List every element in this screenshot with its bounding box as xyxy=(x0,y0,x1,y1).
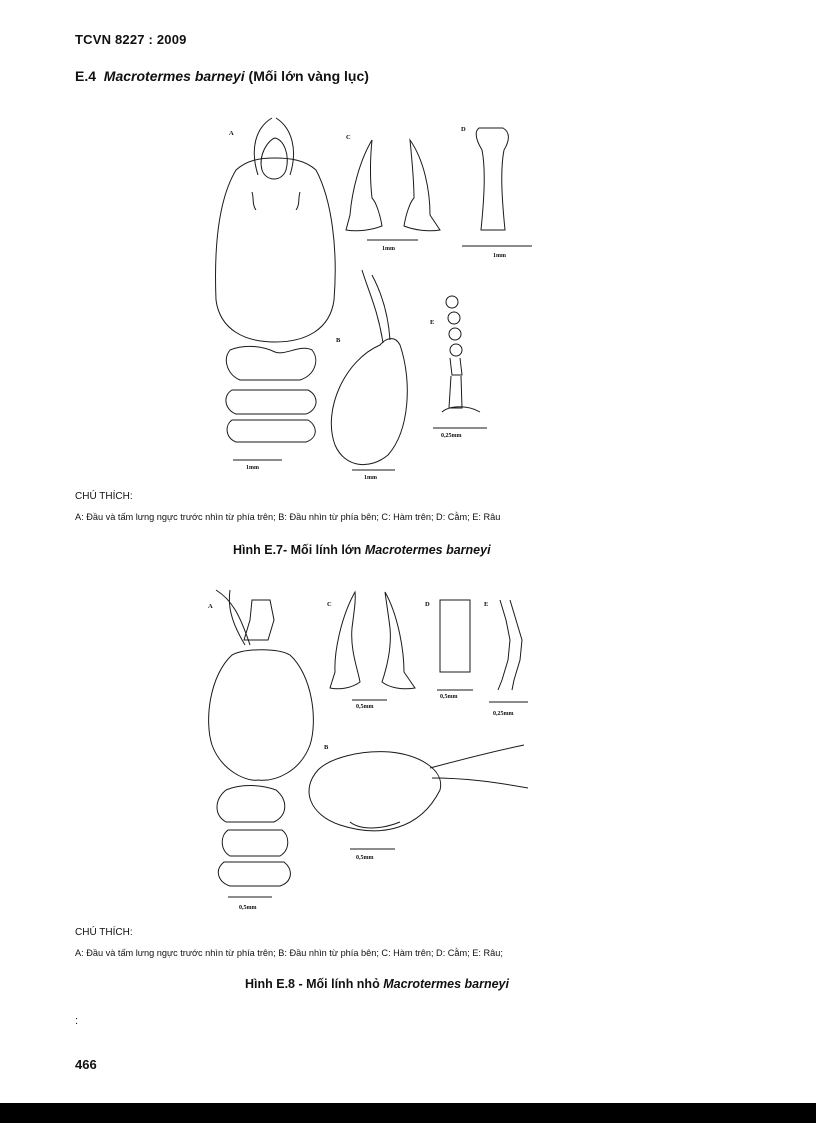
fig7-caption-species: Macrotermes barneyi xyxy=(364,543,491,557)
fig7-caption xyxy=(233,543,491,557)
fig7-label-b: B xyxy=(336,337,341,344)
fig7-mentum xyxy=(476,128,508,230)
fig8-caption-species: Macrotermes barneyi xyxy=(383,977,509,991)
fig8-note: A: Đầu và tấm lưng ngực trước nhìn từ phía trên; B: Đầu nhìn từ phía bên; C: Hàm trên; D: Cằm; E: Râu; xyxy=(75,948,503,958)
fig8-scale-e: 0,25mm xyxy=(493,711,514,717)
section-number: E.4 xyxy=(75,68,97,84)
fig8-label-c: C xyxy=(327,601,332,608)
fig8-scale-b: 0,5mm xyxy=(356,855,374,861)
fig8-head-side-view xyxy=(309,745,528,831)
fig7-mandibles xyxy=(346,140,440,231)
fig8-mandibles xyxy=(330,592,415,689)
fig7-scale-c: 1mm xyxy=(382,246,395,252)
section-species: Macrotermes barneyi xyxy=(103,68,245,84)
scan-footer-bar xyxy=(0,1103,816,1123)
fig8-scale-c: 0,5mm xyxy=(356,704,374,710)
standard-header: TCVN 8227 : 2009 xyxy=(75,32,187,47)
page-number: 466 xyxy=(75,1057,97,1072)
fig8-antenna xyxy=(498,600,522,690)
fig7-scale-e: 0,25mm xyxy=(441,433,462,439)
fig7-label-e: E xyxy=(430,319,435,326)
fig8-scale-a: 0,5mm xyxy=(239,905,257,911)
fig7-note: A: Đầu và tấm lưng ngực trước nhìn từ phía trên; B: Đầu nhìn từ phía bên; C: Hàm trên; D: Cằm; E: Râu xyxy=(75,512,501,522)
fig7-head-side-view xyxy=(331,270,407,465)
fig7-scale-d: 1mm xyxy=(493,253,506,259)
fig8-scale-d: 0,5mm xyxy=(440,694,458,700)
fig8-label-e: E xyxy=(484,601,489,608)
fig7-head-top-view xyxy=(216,118,336,342)
fig7-label-d: D xyxy=(461,126,466,133)
fig8-head-top-view xyxy=(209,590,314,780)
fig7-caption-text: Hình E.7- Mối lính lớn xyxy=(233,543,362,557)
stray-mark: : xyxy=(75,1015,79,1027)
fig8-label-a: A xyxy=(208,603,213,610)
fig7-label-a: A xyxy=(229,130,234,137)
fig7-scale-a: 1mm xyxy=(246,465,259,471)
fig8-caption xyxy=(245,977,509,991)
fig7-scale-b: 1mm xyxy=(364,475,377,481)
fig8-note-heading: CHÚ THÍCH: xyxy=(75,927,133,938)
fig8-pronotum xyxy=(217,786,290,887)
fig7-label-c: C xyxy=(346,134,351,141)
fig8-mentum xyxy=(440,600,470,672)
fig8-label-d: D xyxy=(425,601,430,608)
fig7-antenna xyxy=(442,296,480,412)
fig7-pronotum xyxy=(226,346,316,442)
fig8-caption-text: Hình E.8 - Mối lính nhỏ xyxy=(245,977,380,991)
fig7-note-heading: CHÚ THÍCH: xyxy=(75,491,133,502)
fig8-label-b: B xyxy=(324,744,329,751)
section-common-name: (Mối lớn vàng lục) xyxy=(248,68,369,84)
